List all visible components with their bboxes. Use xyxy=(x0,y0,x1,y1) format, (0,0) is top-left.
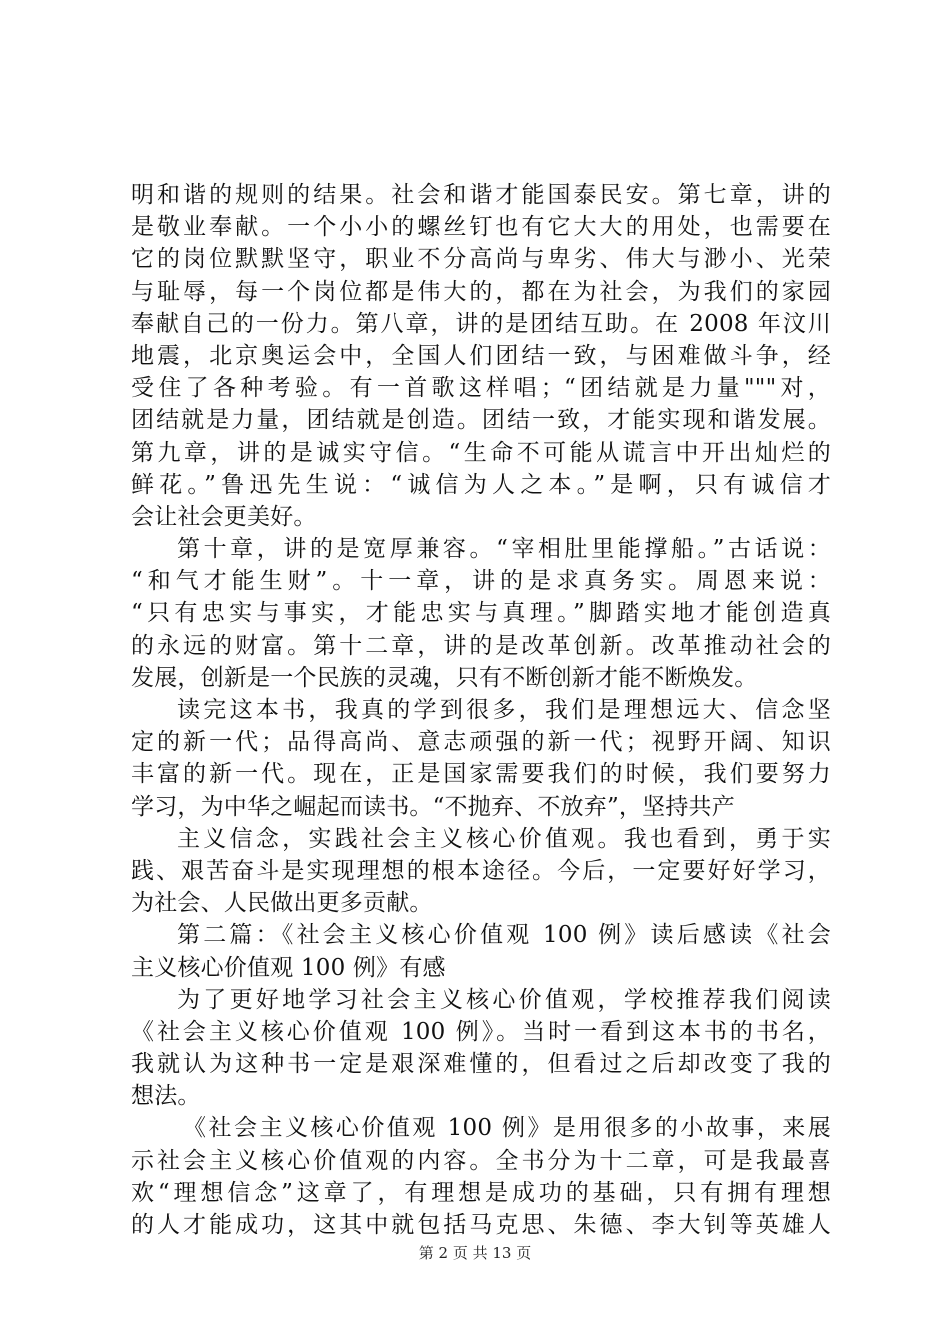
text-line: 与耻辱，每一个岗位都是伟大的，都在为社会，为我们的家园 xyxy=(131,278,831,305)
text-line: 定的新一代；品得高尚、意志顽强的新一代；视野开阔、知识 xyxy=(131,729,831,756)
text-line: 受住了各种考验。有一首歌这样唱；“团结就是力量"""对， xyxy=(131,375,831,402)
paragraph-start-line: 读完这本书，我真的学到很多，我们是理想远大、信念坚 xyxy=(177,697,831,723)
text-line: 团结就是力量，团结就是创造。团结一致，才能实现和谐发展。 xyxy=(131,407,831,434)
text-line: 践、艰苦奋斗是实现理想的根本途径。今后，一定要好好学习， xyxy=(131,857,831,884)
text-line: 欢“理想信念”这章了，有理想是成功的基础，只有拥有理想 xyxy=(131,1179,831,1206)
text-line: 《社会主义核心价值观 100 例》。当时一看到这本书的书名， xyxy=(131,1018,831,1045)
text-line: 示社会主义核心价值观的内容。全书分为十二章，可是我最喜 xyxy=(131,1147,831,1174)
text-line: 的永远的财富。第十二章，讲的是改革创新。改革推动社会的 xyxy=(131,632,831,659)
text-line: 为社会、人民做出更多贡献。 xyxy=(131,890,433,917)
document-body xyxy=(131,179,831,1241)
text-line: 第九章，讲的是诚实守信。“生命不可能从谎言中开出灿烂的 xyxy=(131,439,831,466)
text-line: 是敬业奉献。一个小小的螺丝钉也有它大大的用处，也需要在 xyxy=(131,214,831,241)
text-line: 明和谐的规则的结果。社会和谐才能国泰民安。第七章，讲的 xyxy=(131,182,831,208)
text-line: 学习，为中华之崛起而读书。“不抛弃、不放弃”，坚持共产 xyxy=(131,793,735,820)
section-heading-line: 主义核心价值观 100 例》有感 xyxy=(131,954,446,981)
paragraph-start-line: 为了更好地学习社会主义核心价值观，学校推荐我们阅读 xyxy=(177,986,831,1013)
text-line: 想法。 xyxy=(131,1083,201,1110)
text-line: 奉献自己的一份力。第八章，讲的是团结互助。在 2008 年汶川 xyxy=(131,310,831,337)
page-number-label: 第 2 页 共 13 页 xyxy=(418,1244,532,1262)
text-line: 会让社会更美好。 xyxy=(131,503,317,530)
text-line: 地震，北京奥运会中，全国人们团结一致，与困难做斗争，经 xyxy=(131,342,831,369)
text-line: “只有忠实与事实，才能忠实与真理。”脚踏实地才能创造真 xyxy=(131,600,831,627)
page-footer xyxy=(0,1243,950,1263)
text-line: 发展，创新是一个民族的灵魂，只有不断创新才能不断焕发。 xyxy=(131,664,758,691)
text-line: 的人才能成功，这其中就包括马克思、朱德、李大钊等英雄人 xyxy=(131,1212,831,1238)
text-line: 丰富的新一代。现在，正是国家需要我们的时候，我们要努力 xyxy=(131,761,831,788)
paragraph-start-line: 《社会主义核心价值观 100 例》是用很多的小故事，来展 xyxy=(183,1115,831,1142)
text-line: 我就认为这种书一定是艰深难懂的，但看过之后却改变了我的 xyxy=(131,1051,831,1078)
paragraph-start-line: 主义信念，实践社会主义核心价值观。我也看到，勇于实 xyxy=(177,825,831,852)
text-line: 它的岗位默默坚守，职业不分高尚与卑劣、伟大与渺小、光荣 xyxy=(131,246,831,273)
section-heading-line: 第二篇：《社会主义核心价值观 100 例》读后感读《社会 xyxy=(177,922,831,949)
text-line: 鲜花。”鲁迅先生说：“诚信为人之本。”是啊，只有诚信才 xyxy=(131,471,831,498)
paragraph-start-line: 第十章，讲的是宽厚兼容。“宰相肚里能撑船。”古话说： xyxy=(177,536,831,563)
text-line: “和气才能生财”。十一章，讲的是求真务实。周恩来说： xyxy=(131,568,831,595)
